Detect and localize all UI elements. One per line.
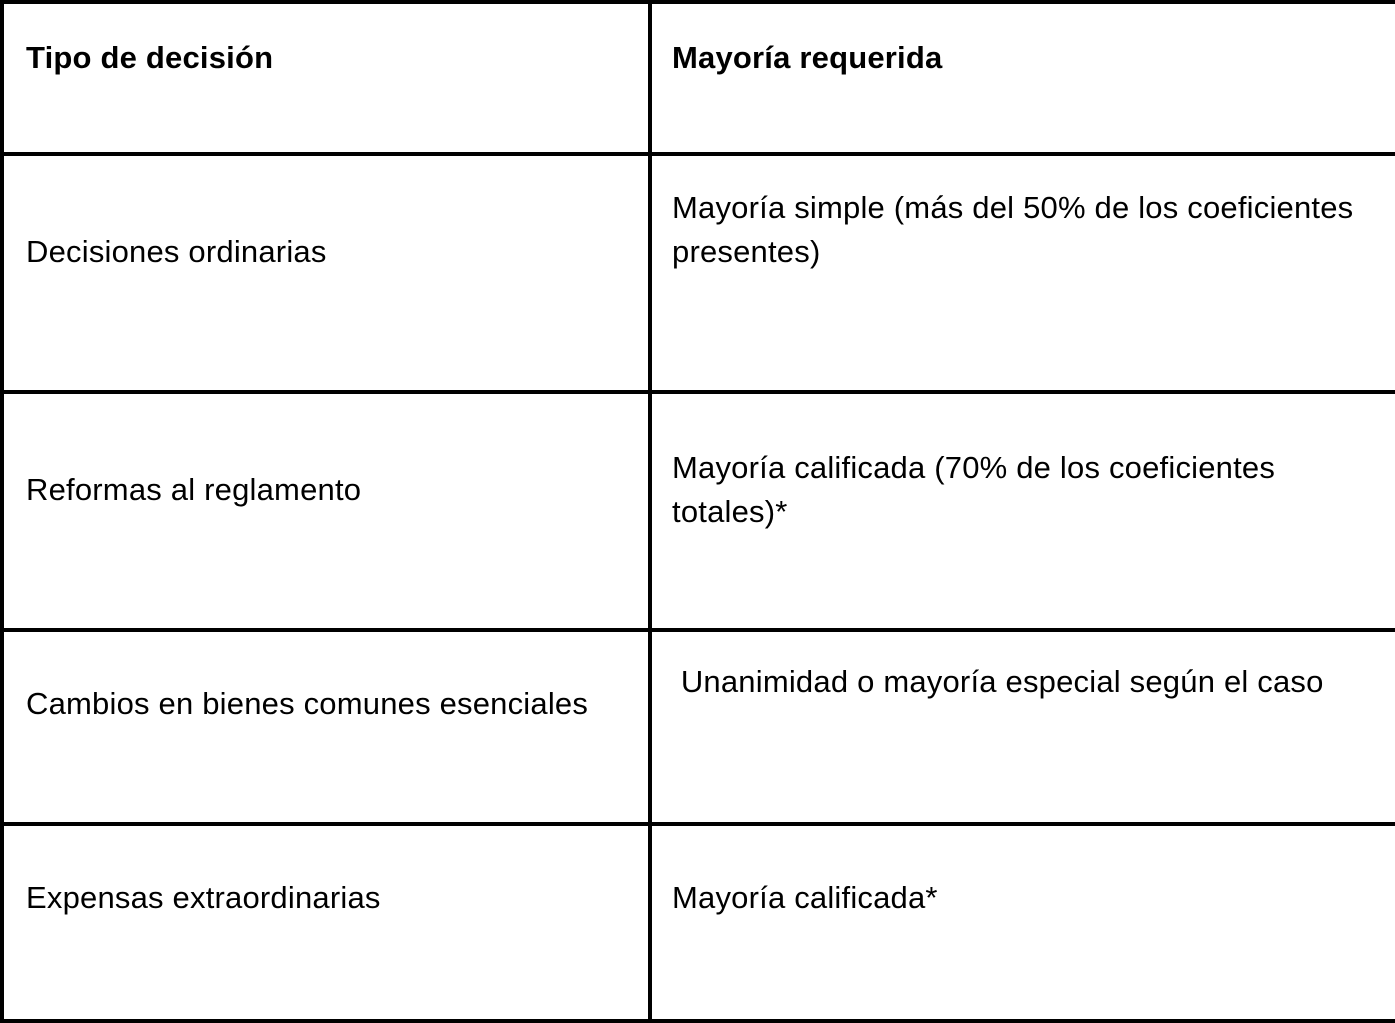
header-decision-type: Tipo de decisión bbox=[26, 40, 274, 75]
header-required-majority: Mayoría requerida bbox=[672, 40, 943, 75]
required-majority-label: Mayoría calificada (70% de los coeficientes totales)* bbox=[672, 450, 1276, 529]
required-majority-label: Unanimidad o mayoría especial según el caso bbox=[672, 664, 1324, 699]
decision-type-label: Decisiones ordinarias bbox=[26, 234, 327, 269]
table-cell bbox=[650, 392, 1395, 630]
table-cell bbox=[2, 630, 650, 824]
table-row bbox=[2, 824, 1395, 1021]
table-row bbox=[2, 630, 1395, 824]
table-header-row bbox=[2, 2, 1395, 154]
header-cell-required-majority bbox=[650, 2, 1395, 154]
decision-type-label: Cambios en bienes comunes esenciales bbox=[26, 686, 589, 721]
table-cell bbox=[2, 154, 650, 392]
table-cell bbox=[650, 630, 1395, 824]
decision-type-label: Reformas al reglamento bbox=[26, 472, 362, 507]
table-row bbox=[2, 392, 1395, 630]
table-cell bbox=[2, 824, 650, 1021]
header-cell-decision-type bbox=[2, 2, 650, 154]
required-majority-label: Mayoría simple (más del 50% de los coeficientes presentes) bbox=[672, 190, 1354, 269]
table-cell bbox=[2, 392, 650, 630]
required-majority-label: Mayoría calificada* bbox=[672, 880, 938, 915]
table-cell bbox=[650, 824, 1395, 1021]
decision-type-label: Expensas extraordinarias bbox=[26, 880, 381, 915]
table-row bbox=[2, 154, 1395, 392]
table-cell bbox=[650, 154, 1395, 392]
